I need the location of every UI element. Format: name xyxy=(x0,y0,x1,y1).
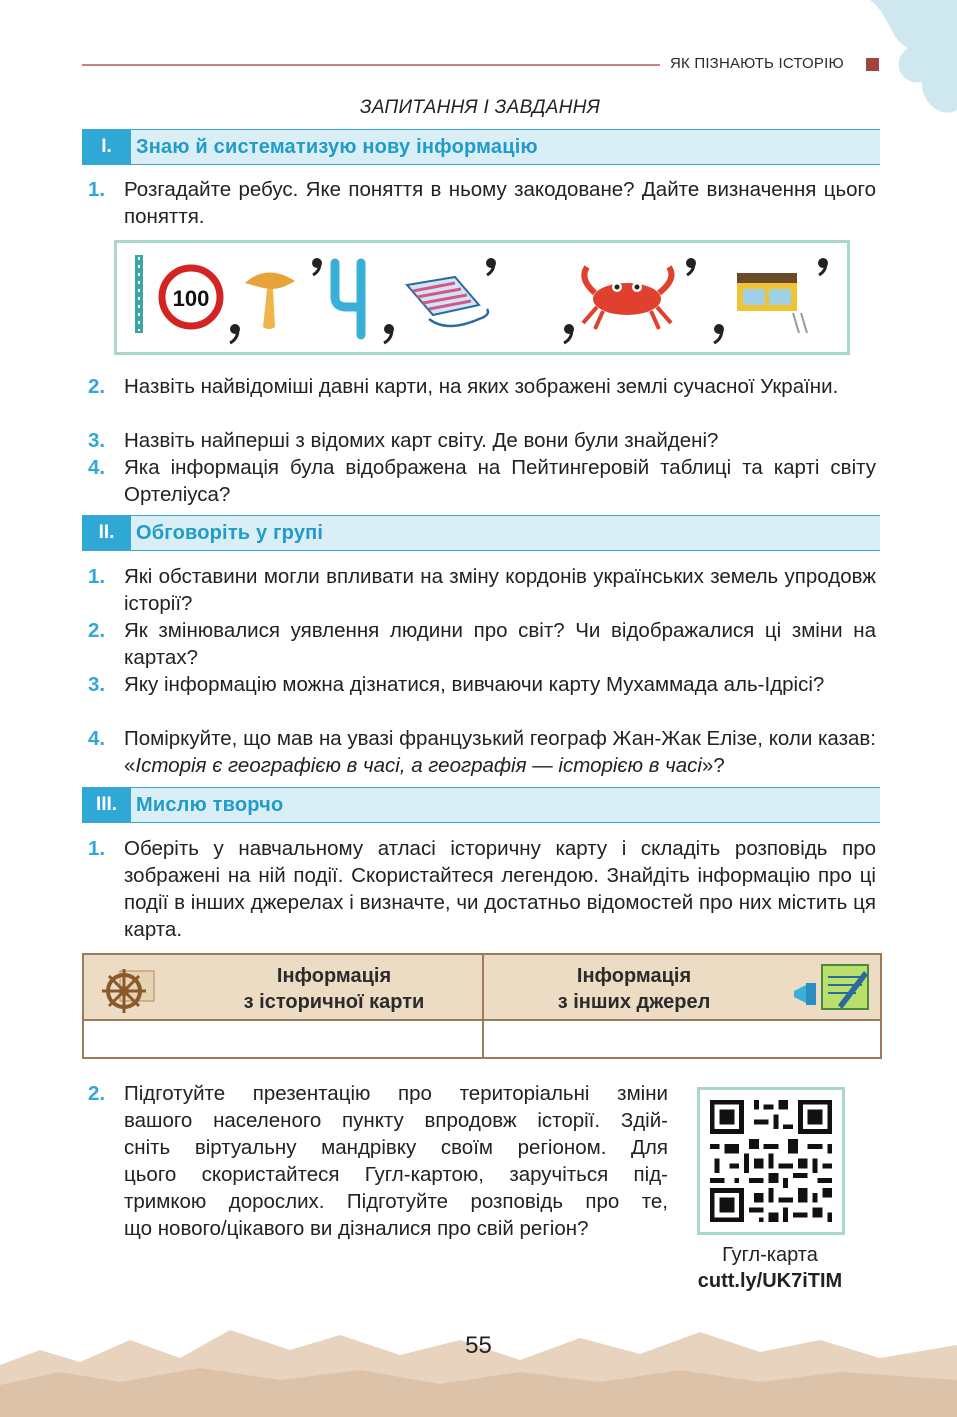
qr-code-icon[interactable] xyxy=(700,1090,842,1232)
question-text: Оберіть у навчальному атласі історичну карту і складіть розповідь про зображені на ній події. Скористайтеся легендою. Знайдіть інформацію про ці події в інших джерелах і визначте, чи достатньо відомостей про них містить ця карта. xyxy=(124,837,876,941)
col-2-line-1: Інформація xyxy=(576,965,692,987)
running-title: ЯК ПІЗНАЮТЬ ІСТОРІЮ xyxy=(670,55,844,72)
section-1-title: Знаю й систематизую нову інформацію xyxy=(136,135,538,158)
speed-limit-value: 100 xyxy=(172,286,210,311)
question-number: 4. xyxy=(88,456,106,479)
mushroom-icon xyxy=(245,272,295,329)
question-2-2 xyxy=(88,617,876,671)
question-number: 1. xyxy=(88,837,106,860)
question-text: Як змінювалися уявлення людини про світ? Чи відображалися ці зміни на картах? xyxy=(124,619,876,669)
section-3-bar xyxy=(82,787,880,823)
questions-heading: ЗАПИТАННЯ І ЗАВДАННЯ xyxy=(359,97,601,118)
col-2-header xyxy=(504,963,764,1015)
section-1-number: I. xyxy=(82,130,131,164)
question-1-4 xyxy=(88,454,876,508)
qr-caption: Гугл-карта xyxy=(722,1244,818,1266)
crab-icon xyxy=(583,267,671,329)
text-line: тримкою дорослих. Підготуйте розповідь про те, xyxy=(124,1190,668,1213)
text-line: що нового/цікавого ви дізналися про свій регіон? xyxy=(124,1217,589,1240)
info-table-divider xyxy=(482,955,484,1057)
page-number: 55 xyxy=(465,1332,492,1359)
question-2-4 xyxy=(88,725,876,779)
question-2-3 xyxy=(88,671,876,698)
question-1-2 xyxy=(88,373,876,400)
header-rule xyxy=(82,64,660,66)
section-2-bar xyxy=(82,515,880,551)
question-text: Розгадайте ребус. Яке поняття в ньому закодоване? Дайте визначення цього поняття. xyxy=(124,178,876,228)
question-number: 4. xyxy=(88,727,106,750)
col-1-line-2: з історичної карти xyxy=(243,991,425,1013)
question-number: 1. xyxy=(88,565,106,588)
ground-decoration xyxy=(0,1310,957,1417)
header-marker xyxy=(866,58,879,71)
question-text: Назвіть найперші з відомих карт світу. Де вони були знайдені? xyxy=(124,429,719,452)
loudspeaker-notes-icon xyxy=(792,961,872,1015)
qr-link[interactable]: cutt.ly/UK7iTIM xyxy=(697,1270,843,1292)
text-line: Підготуйте презентацію про територіальні зміни xyxy=(124,1082,668,1105)
letter-che-icon xyxy=(335,263,361,335)
question-number: 2. xyxy=(88,619,106,642)
question-text: Яку інформацію можна дізнатися, вивчаючи карту Мухаммада аль-Ідрісі? xyxy=(124,673,825,696)
quote-text: Історія є географією в часі, а географія — історією в часі xyxy=(135,754,702,777)
question-1-1 xyxy=(88,176,876,230)
qr-code-frame[interactable] xyxy=(697,1087,845,1235)
col-2-line-2: з інших джерел xyxy=(557,991,711,1013)
col-1-line-1: Інформація xyxy=(276,965,392,987)
question-number: 2. xyxy=(88,375,106,398)
question-2-1 xyxy=(88,563,876,617)
question-text xyxy=(124,1080,668,1242)
building-icon xyxy=(737,273,807,333)
question-text: Які обставини могли впливати на зміну кордонів українських земель упродовж історії? xyxy=(124,565,876,615)
question-number: 3. xyxy=(88,673,106,696)
section-2-number: II. xyxy=(82,516,131,550)
rebus-vertical-line xyxy=(135,255,143,333)
info-table xyxy=(82,953,882,1059)
col-1-header xyxy=(204,963,464,1015)
question-text-after: »? xyxy=(701,754,725,777)
question-text-before: Поміркуйте, що мав на увазі французький географ Жан-Жак Елізе, коли казав: « xyxy=(124,727,876,777)
question-3-1 xyxy=(88,835,876,943)
section-3-number: III. xyxy=(82,788,131,822)
text-line: вашого населеного пункту впродовж історії. Здій- xyxy=(124,1109,668,1132)
question-3-2 xyxy=(88,1080,668,1242)
question-number: 1. xyxy=(88,178,106,201)
rebus-box xyxy=(114,240,850,355)
question-number: 2. xyxy=(88,1082,106,1105)
question-text: Назвіть найвідоміші давні карти, на яких зображені землі сучасної України. xyxy=(124,375,839,398)
question-text: Яка інформація була відображена на Пейтингеровій таблиці та карті світу Ортеліуса? xyxy=(124,456,876,506)
question-1-3 xyxy=(88,427,876,454)
speed-limit-sign-icon xyxy=(162,268,220,326)
section-2-title: Обговоріть у групі xyxy=(136,521,324,544)
question-text xyxy=(124,725,876,779)
rebus-illustration xyxy=(117,243,847,352)
text-line: сніть віртуальну мандрівку своїм регіоном. Для xyxy=(124,1136,668,1159)
text-line: цього скористайтеся Гугл-картою, заручіться під- xyxy=(124,1163,668,1186)
sled-icon xyxy=(407,277,488,326)
question-number: 3. xyxy=(88,429,106,452)
ship-wheel-map-icon xyxy=(100,965,156,1013)
section-1-bar xyxy=(82,129,880,165)
section-3-title: Мислю творчо xyxy=(136,793,284,816)
